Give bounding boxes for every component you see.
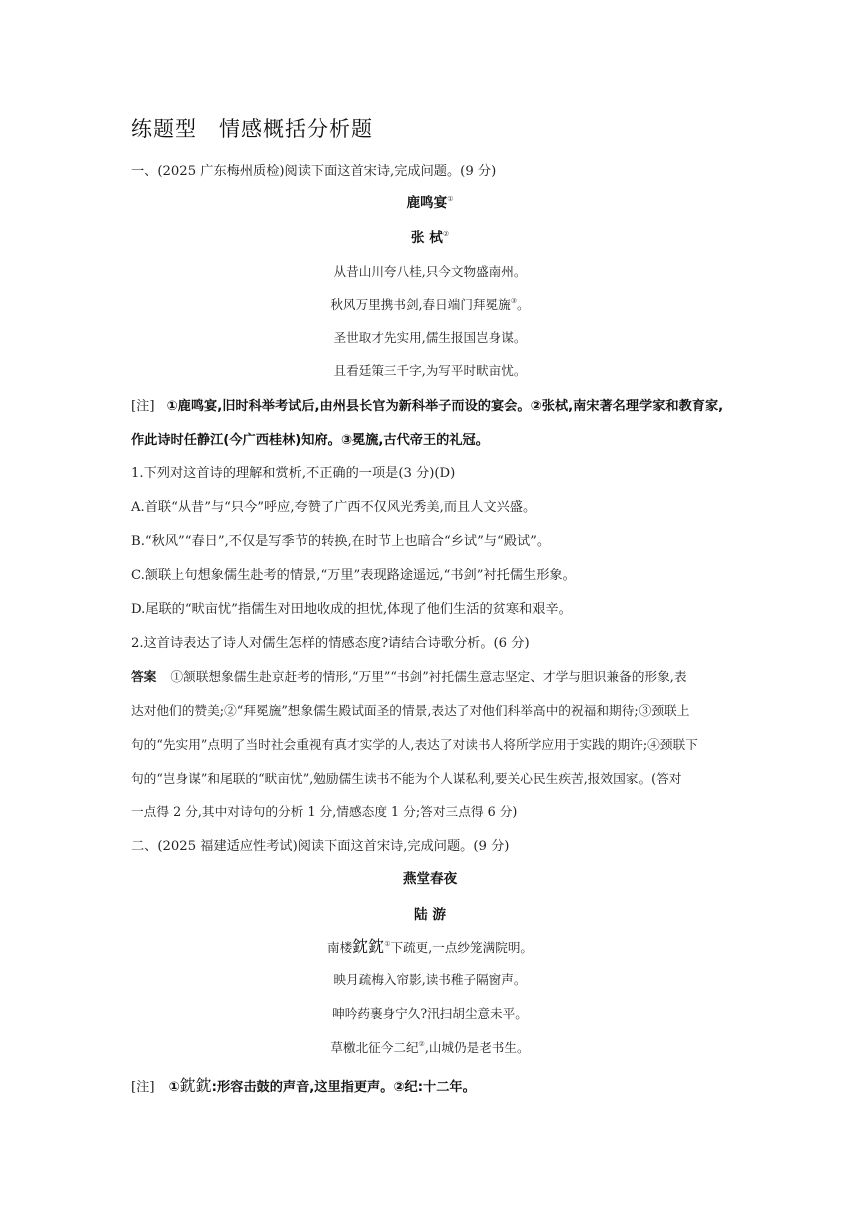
q2-poem-title (131, 867, 729, 887)
q1-author-note: ② (442, 230, 450, 238)
answer-text: ①颔联想象儒生赴京赶考的情形,“万里”“书剑”衬托儒生意志坚定、才学与胆识兼备的形象,表 (170, 669, 687, 684)
q1-poem-title-text: 鹿鸣宴 (406, 195, 448, 211)
q1-poem-line-2 (131, 294, 729, 313)
q2-poem-line-3 (131, 1003, 729, 1022)
q1-answer-line-5: 一点得 2 分,其中对诗句的分析 1 分,情感态度 1 分;答对三点得 6 分) (131, 804, 518, 819)
q1-poem-line-4 (131, 360, 729, 379)
q1-option-b: B.“秋风”“春日”,不仅是写季节的转换,在时节上也暗合“乡试”与“殿试”。 (131, 534, 551, 549)
q2-author (131, 903, 729, 923)
q2-note-circle: ① (168, 1080, 180, 1095)
q1-poem-line-3 (131, 327, 729, 346)
poem-line-punct: 。 (517, 297, 530, 312)
q1-question-2: 2.这首诗表达了诗人对儒生怎样的情感态度?请结合诗歌分析。(6 分) (131, 636, 530, 651)
poem-rare-chars: 鈂鈂 (352, 937, 385, 956)
q1-note-text-2: 作此诗时任静江(今广西桂林)知府。③冕旒,古代帝王的礼冠。 (131, 433, 489, 448)
q1-answer-line-4: 句的“岂身谋”和尾联的“畎亩忧”,勉励儒生读书不能为个人谋私利,要关心民生疾苦,报效国家。(答对 (131, 771, 682, 786)
q1-poem-title-note: ① (447, 195, 454, 203)
q1-answer-line-3: 句的“先实用”点明了当时社会重视有真才实学的人,表达了对读书人将所学应用于实践的期许;④颈联下 (131, 737, 698, 752)
q2-note-rare-chars: 鈂鈂 (179, 1076, 212, 1095)
q2-note (131, 1073, 476, 1096)
q2-poem-line-2 (131, 969, 729, 988)
answer-label: 答案 (131, 669, 157, 684)
q1-answer-line-1 (131, 666, 687, 685)
poem-line-text: ,山城仍是老书生。 (424, 1040, 530, 1055)
q1-author-text: 张 栻 (410, 230, 443, 246)
page-title: 练题型 情感概括分析题 (131, 117, 373, 141)
q1-option-d: D.尾联的“畎亩忧”指儒生对田地收成的担忧,体现了他们生活的贫寒和艰辛。 (131, 602, 572, 617)
q2-intro: 二、(2025 福建适应性考试)阅读下面这首宋诗,完成问题。(9 分) (131, 839, 510, 854)
q1-note-2 (131, 429, 489, 448)
poem-line-text: 且看廷策三千字,为写平时畎亩忧。 (333, 363, 527, 378)
q2-author-text: 陆 游 (414, 907, 446, 923)
poem-line-text: 下疏更,一点纱笼满院明。 (390, 940, 534, 955)
q2-poem-line-4 (131, 1037, 729, 1056)
q2-poem-line-1 (131, 934, 729, 957)
poem-line-text: 映月疏梅入帘影,读书稚子隔窗声。 (333, 972, 527, 987)
q1-answer-line-2: 达对他们的赞美;②“拜冕旒”想象儒生殿试面圣的情景,表达了对他们科举高中的祝福和期待;③颈联上 (131, 703, 690, 718)
q1-author (131, 226, 729, 246)
poem-line-text: 秋风万里携书剑,春日端门拜冕旒 (330, 297, 511, 312)
poem-line-note: ③ (510, 297, 517, 305)
q2-note-text: :形容击鼓的声音,这里指更声。②纪:十二年。 (211, 1080, 476, 1095)
poem-line-text: 南楼 (326, 940, 353, 955)
q1-poem-line-1 (131, 261, 729, 280)
poem-line-note: ② (418, 1040, 425, 1048)
q2-note-label: [注] (131, 1080, 155, 1095)
q1-option-c: C.颔联上句想象儒生赴考的情景,“万里”表现路途遥远,“书剑”衬托儒生形象。 (131, 568, 576, 583)
q1-option-a: A.首联“从昔”与“只今”呼应,夸赞了广西不仅风光秀美,而且人文兴盛。 (131, 500, 537, 515)
q2-poem-title-text: 燕堂春夜 (402, 871, 458, 887)
poem-line-note: ① (384, 940, 391, 948)
q1-question-1: 1.下列对这首诗的理解和赏析,不正确的一项是(3 分)(D) (131, 466, 456, 481)
poem-line-text: 草檄北征今二纪 (330, 1040, 419, 1055)
poem-line-text: 圣世取才先实用,儒生报国岂身谋。 (333, 330, 527, 345)
q1-note-label: [注] (131, 399, 155, 414)
q1-intro: 一、(2025 广东梅州质检)阅读下面这首宋诗,完成问题。(9 分) (131, 164, 497, 179)
poem-line-text: 从昔山川夸八桂,只今文物盛南州。 (333, 264, 527, 279)
poem-line-text: 呻吟药裹身宁久?汛扫胡尘意未平。 (332, 1006, 528, 1021)
q1-note-1 (131, 395, 723, 414)
q1-poem-title (131, 191, 729, 211)
q1-note-text-1: ①鹿鸣宴,旧时科举考试后,由州县长官为新科举子而设的宴会。②张栻,南宋著名理学家和教育家, (166, 399, 724, 414)
